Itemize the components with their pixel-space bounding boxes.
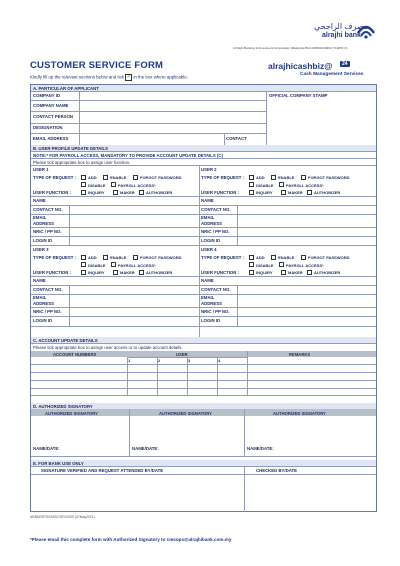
user-1-name-label: NAME bbox=[33, 198, 46, 203]
user-3-contact-label: CONTACT NO. bbox=[33, 287, 63, 292]
user-1-maker-label: MAKER bbox=[120, 190, 135, 195]
user-1-email-label: EMAIL bbox=[33, 215, 47, 220]
user-2-payroll-checkbox[interactable] bbox=[279, 182, 284, 187]
verified-by-label: SIGNATURE VERIFIED AND REQUEST ATTENDED BY/DATE bbox=[41, 468, 164, 473]
user-1-payroll-checkbox[interactable] bbox=[111, 182, 116, 187]
label-company-stamp: OFFICIAL COMPANY STAMP bbox=[269, 93, 328, 98]
user-1-enable-checkbox[interactable] bbox=[103, 175, 108, 180]
signatory-1-header: AUTHORIZED SIGNATORY bbox=[45, 410, 98, 416]
user-2-name-label: NAME bbox=[201, 198, 214, 203]
user-1-authorizer-label: AUTHORIZER bbox=[146, 190, 173, 195]
checked-by-area[interactable] bbox=[245, 475, 375, 511]
user-3-login-label: LOGIN ID bbox=[33, 318, 53, 323]
instruction-post: in the box where applicable: bbox=[133, 74, 188, 80]
user-1-enable-label: ENABLE bbox=[110, 175, 127, 180]
user-4-contact-label: CONTACT NO. bbox=[201, 287, 231, 292]
email-address-field[interactable] bbox=[80, 134, 223, 145]
signatory-3-name-date: NAME/DATE: bbox=[247, 446, 274, 451]
user-4-nric-label: NRIC / PP NO. bbox=[201, 309, 230, 314]
section-d-title: D. AUTHORIZED SIGNATORY bbox=[33, 403, 93, 409]
user-1-disable-label: DISABLE bbox=[88, 182, 106, 188]
user-1-forgot-label: FORGOT PASSWORD bbox=[140, 175, 182, 180]
user-2-maker-checkbox[interactable] bbox=[281, 190, 286, 195]
user-1-function-label: USER FUNCTION : bbox=[33, 190, 71, 195]
user-1-add-label: ADD bbox=[88, 175, 97, 180]
user-3-authorizer-label: AUTHORIZER bbox=[146, 270, 173, 275]
user-3-disable-checkbox[interactable] bbox=[81, 262, 86, 267]
label-contact: CONTACT bbox=[226, 136, 247, 141]
user-1-nric-label: NRIC / PP NO. bbox=[33, 229, 62, 234]
user-4-forgot-label: FORGOT PASSWORD bbox=[308, 255, 350, 260]
user-4-forgot-checkbox[interactable] bbox=[301, 255, 306, 260]
user-3-type-label: TYPE OF REQUEST : bbox=[33, 255, 76, 260]
user-4-maker-label: MAKER bbox=[288, 270, 303, 275]
user-2-disable-checkbox[interactable] bbox=[249, 182, 254, 187]
section-e-title: E. FOR BANK USE ONLY bbox=[33, 460, 84, 466]
user-2-enable-label: ENABLE bbox=[278, 175, 295, 180]
user-4-maker-checkbox[interactable] bbox=[281, 270, 286, 275]
label-company-id: COMPANY ID bbox=[33, 93, 61, 98]
signatory-3-sign-area[interactable] bbox=[245, 417, 375, 443]
user-2-authorizer-checkbox[interactable] bbox=[307, 190, 312, 195]
user-3-add-checkbox[interactable] bbox=[81, 255, 86, 260]
section-a-title: A. PARTICULAR OF APPLICANT bbox=[33, 85, 99, 91]
user-1-type-label: TYPE OF REQUEST : bbox=[33, 175, 76, 180]
user-3-maker-label: MAKER bbox=[120, 270, 135, 275]
user-3-authorizer-checkbox[interactable] bbox=[139, 270, 144, 275]
user-3-inquiry-label: INQUIRY bbox=[88, 270, 105, 275]
user-3-payroll-label: PAYROLL ACCESS* bbox=[118, 262, 156, 268]
user-4-inquiry-checkbox[interactable] bbox=[249, 270, 254, 275]
section-c-instruction: Please tick appropriate box to assign user access or to update account details. bbox=[33, 344, 183, 350]
user-3-name-label: NAME bbox=[33, 278, 46, 283]
user-3-payroll-checkbox[interactable] bbox=[111, 262, 116, 267]
user-3-title: USER 3 bbox=[33, 247, 49, 252]
user-1-disable-checkbox[interactable] bbox=[81, 182, 86, 187]
label-company-name: COMPANY NAME bbox=[33, 103, 69, 108]
form-code: ARBM/OPS/CMS/CSF/V2/05 (07May2021) bbox=[30, 515, 95, 519]
user-3-forgot-label: FORGOT PASSWORD bbox=[140, 255, 182, 260]
user-4-disable-label: DISABLE bbox=[256, 262, 274, 268]
user-3-add-label: ADD bbox=[88, 255, 97, 260]
contact-person-field[interactable] bbox=[80, 112, 265, 123]
brand-tagline: Cash Management Services bbox=[300, 72, 364, 77]
user-1-forgot-checkbox[interactable] bbox=[133, 175, 138, 180]
user-4-login-label: LOGIN ID bbox=[201, 318, 221, 323]
user-1-inquiry-checkbox[interactable] bbox=[81, 190, 86, 195]
tick-box-icon: ✓ bbox=[126, 74, 131, 80]
signatory-2-header: AUTHORIZED SIGNATORY bbox=[159, 410, 212, 416]
user-2-address-label: ADDRESS bbox=[201, 221, 223, 226]
user-4-function-label: USER FUNCTION : bbox=[201, 270, 239, 275]
user-1-payroll-label: PAYROLL ACCESS* bbox=[118, 182, 156, 188]
company-id-field[interactable] bbox=[80, 92, 265, 100]
email-note: *Please email this complete form with Authorized Signatory to cmsops@alrajhibank.com.my bbox=[30, 537, 232, 542]
user-2-login-label: LOGIN ID bbox=[201, 238, 221, 243]
user-1-inquiry-label: INQUIRY bbox=[88, 190, 105, 195]
user-4-email-label: EMAIL bbox=[201, 295, 215, 300]
user-3-address-label: ADDRESS bbox=[33, 301, 55, 306]
user-4-payroll-label: PAYROLL ACCESS* bbox=[286, 262, 324, 268]
user-4-authorizer-checkbox[interactable] bbox=[307, 270, 312, 275]
user-4-add-checkbox[interactable] bbox=[249, 255, 254, 260]
user-3-maker-checkbox[interactable] bbox=[113, 270, 118, 275]
user-col-4: 4 bbox=[218, 358, 221, 363]
user-4-type-label: TYPE OF REQUEST : bbox=[201, 255, 244, 260]
form-title: CUSTOMER SERVICE FORM bbox=[30, 60, 164, 71]
user-3-forgot-checkbox[interactable] bbox=[133, 255, 138, 260]
user-col-3: 3 bbox=[188, 358, 191, 363]
user-2-payroll-label: PAYROLL ACCESS* bbox=[286, 182, 324, 188]
user-2-nric-label: NRIC / PP NO. bbox=[201, 229, 230, 234]
user-2-contact-label: CONTACT NO. bbox=[201, 207, 231, 212]
remarks-header: REMARKS bbox=[289, 352, 311, 357]
logo-english-text: alrajhi bank bbox=[322, 32, 361, 39]
user-2-enable-checkbox[interactable] bbox=[271, 175, 276, 180]
customer-service-form bbox=[30, 84, 377, 512]
user-3-disable-label: DISABLE bbox=[88, 262, 106, 268]
user-4-inquiry-label: INQUIRY bbox=[256, 270, 273, 275]
user-3-inquiry-checkbox[interactable] bbox=[81, 270, 86, 275]
verified-by-area[interactable] bbox=[32, 475, 243, 511]
user-2-function-label: USER FUNCTION : bbox=[201, 190, 239, 195]
account-numbers-header: ACCOUNT NUMBERS bbox=[53, 352, 97, 357]
user-2-type-label: TYPE OF REQUEST : bbox=[201, 175, 244, 180]
user-2-forgot-checkbox[interactable] bbox=[301, 175, 306, 180]
user-4-payroll-checkbox[interactable] bbox=[279, 262, 284, 267]
user-1-maker-checkbox[interactable] bbox=[113, 190, 118, 195]
signatory-2-sign-area[interactable] bbox=[130, 417, 243, 443]
user-3-enable-label: ENABLE bbox=[110, 255, 127, 260]
user-4-address-label: ADDRESS bbox=[201, 301, 223, 306]
user-2-add-label: ADD bbox=[256, 175, 265, 180]
section-c-title: C. ACCOUNT UPDATE DETAILS bbox=[33, 337, 98, 343]
signatory-1-sign-area[interactable] bbox=[32, 417, 128, 443]
user-3-function-label: USER FUNCTION : bbox=[33, 270, 71, 275]
user-4-title: USER 4 bbox=[201, 247, 217, 252]
user-4-authorizer-label: AUTHORIZER bbox=[314, 270, 341, 275]
user-2-maker-label: MAKER bbox=[288, 190, 303, 195]
form-instruction bbox=[30, 74, 188, 81]
user-1-title: USER 1 bbox=[33, 167, 49, 172]
user-2-inquiry-label: INQUIRY bbox=[256, 190, 273, 195]
user-2-title: USER 2 bbox=[201, 167, 217, 172]
user-4-name-label: NAME bbox=[201, 278, 214, 283]
signatory-2-name-date: NAME/DATE: bbox=[132, 446, 159, 451]
user-col-1: 1 bbox=[128, 358, 131, 363]
user-4-enable-checkbox[interactable] bbox=[271, 255, 276, 260]
user-2-inquiry-checkbox[interactable] bbox=[249, 190, 254, 195]
user-2-authorizer-label: AUTHORIZER bbox=[314, 190, 341, 195]
instruction-pre: Kindly fill up the relevant sections below and tick bbox=[30, 74, 124, 80]
user-4-disable-checkbox[interactable] bbox=[249, 262, 254, 267]
user-2-email-label: EMAIL bbox=[201, 215, 215, 220]
user-3-email-label: EMAIL bbox=[33, 295, 47, 300]
section-b-instruction: Please tick appropriate box to assign user function. bbox=[33, 159, 131, 165]
user-2-add-checkbox[interactable] bbox=[249, 175, 254, 180]
bank-logo-icon bbox=[354, 19, 378, 41]
user-3-enable-checkbox[interactable] bbox=[103, 255, 108, 260]
checked-by-label: CHECKED BY/DATE bbox=[256, 468, 297, 473]
brand-name: alrajhicashbiz@ bbox=[268, 61, 333, 71]
company-name-field[interactable] bbox=[80, 101, 265, 111]
company-stamp-area[interactable] bbox=[267, 99, 375, 145]
section-b-title: B. USER PROFILE UPDATE DETAILS bbox=[33, 145, 109, 151]
user-2-forgot-label: FORGOT PASSWORD bbox=[308, 175, 350, 180]
user-1-login-label: LOGIN ID bbox=[33, 238, 53, 243]
registration-text: Al Rajhi Banking & Investment Corporation (Malaysia) Bhd 200601034962 (719057-X) bbox=[233, 46, 348, 50]
label-designation: DESIGNATION bbox=[33, 125, 63, 130]
brand-badge: 24 bbox=[342, 61, 348, 67]
section-b-note: NOTE:* FOR PAYROLL ACCESS, MANDATORY TO PROVIDE ACCOUNT UPDATE DETAILS (C) bbox=[33, 152, 223, 158]
user-4-enable-label: ENABLE bbox=[278, 255, 295, 260]
logo-arabic-text: مصرف الراجحي bbox=[314, 22, 369, 31]
user-1-contact-label: CONTACT NO. bbox=[33, 207, 63, 212]
user-header: USER bbox=[176, 352, 188, 357]
label-email-address: EMAIL ADDRESS bbox=[33, 136, 69, 141]
user-col-2: 2 bbox=[158, 358, 161, 363]
signatory-1-name-date: NAME/DATE: bbox=[33, 446, 60, 451]
designation-field[interactable] bbox=[80, 124, 265, 133]
user-2-disable-label: DISABLE bbox=[256, 182, 274, 188]
user-1-authorizer-checkbox[interactable] bbox=[139, 190, 144, 195]
signatory-3-header: AUTHORIZED SIGNATORY bbox=[273, 410, 326, 416]
label-contact-person: CONTACT PERSON bbox=[33, 114, 74, 119]
user-3-nric-label: NRIC / PP NO. bbox=[33, 309, 62, 314]
user-4-add-label: ADD bbox=[256, 255, 265, 260]
user-1-address-label: ADDRESS bbox=[33, 221, 55, 226]
user-1-add-checkbox[interactable] bbox=[81, 175, 86, 180]
